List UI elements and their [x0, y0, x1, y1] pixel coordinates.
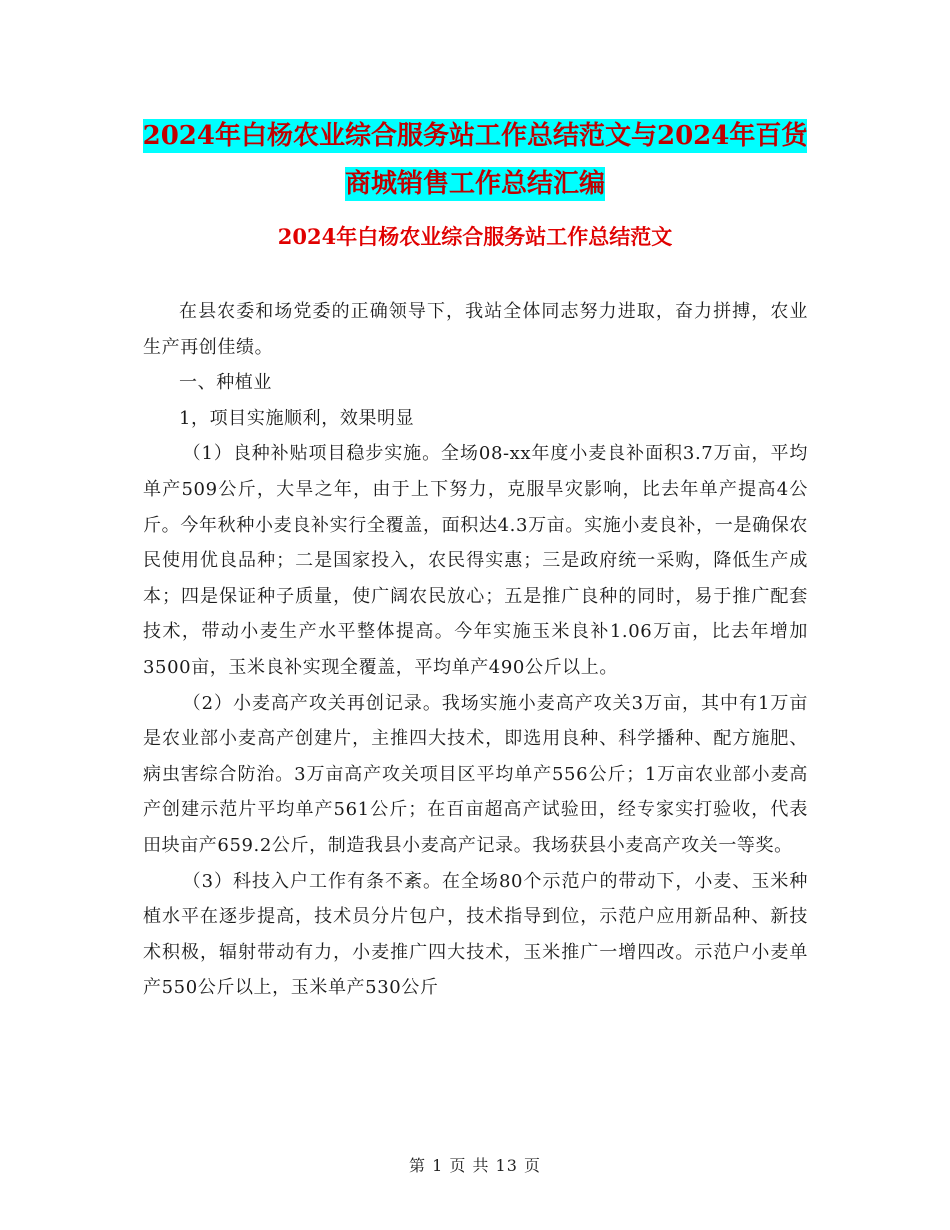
paragraph-intro: 在县农委和场党委的正确领导下，我站全体同志努力进取，奋力拼搏，农业生产再创佳绩。	[143, 301, 808, 358]
paragraph-seed-subsidy: （1）良种补贴项目稳步实施。全场08-xx年度小麦良补面积3.7万亩，平均单产509公斤，大旱之年，由于上下努力，克服旱灾影响，比去年单产提高4公斤。今年秋种小麦良补实行全覆盖，面积达4.3万亩。实施小麦良补，一是确保农民使用优良品种；二是国家投入，农民得实惠；三是政府统一采购，降低生产成本；四是保证种子质量，使广阔农民放心；五是推广良种的同时，易于推广配套技术，带动小麦生产水平整体提高。今年实施玉米良补1.06万亩，比去年增加3500亩，玉米良补实现全覆盖，平均单产490公斤以上。	[143, 443, 808, 678]
document-body	[143, 294, 808, 1006]
document-main-title	[140, 112, 810, 208]
heading-planting: 一、种植业	[179, 372, 272, 394]
paragraph-wheat-yield: （2）小麦高产攻关再创记录。我场实施小麦高产攻关3万亩，其中有1万亩是农业部小麦高产创建片，主推四大技术，即选用良种、科学播种、配方施肥、病虫害综合防治。3万亩高产攻关项目区平均单产556公斤；1万亩农业部小麦高产创建示范片平均单产561公斤；在百亩超高产试验田，经专家实打验收，代表田块亩产659.2公斤，制造我县小麦高产记录。我场获县小麦高产攻关一等奖。	[143, 692, 808, 856]
page-footer: 第 1 页 共 13 页	[409, 1156, 541, 1175]
paragraph-tech-households: （3）科技入户工作有条不紊。在全场80个示范户的带动下，小麦、玉米种植水平在逐步提高，技术员分片包户，技术指导到位，示范户应用新品种、新技术积极，辐射带动有力，小麦推广四大技术，玉米推广一增四改。示范户小麦单产550公斤以上，玉米单产530公斤	[143, 870, 808, 999]
section-title: 2024年白杨农业综合服务站工作总结范文	[277, 224, 673, 249]
main-title-highlight: 2024年白杨农业综合服务站工作总结范文与2024年百货商城销售工作总结汇编	[142, 121, 808, 199]
heading-project: 1，项目实施顺利，效果明显	[179, 407, 415, 429]
